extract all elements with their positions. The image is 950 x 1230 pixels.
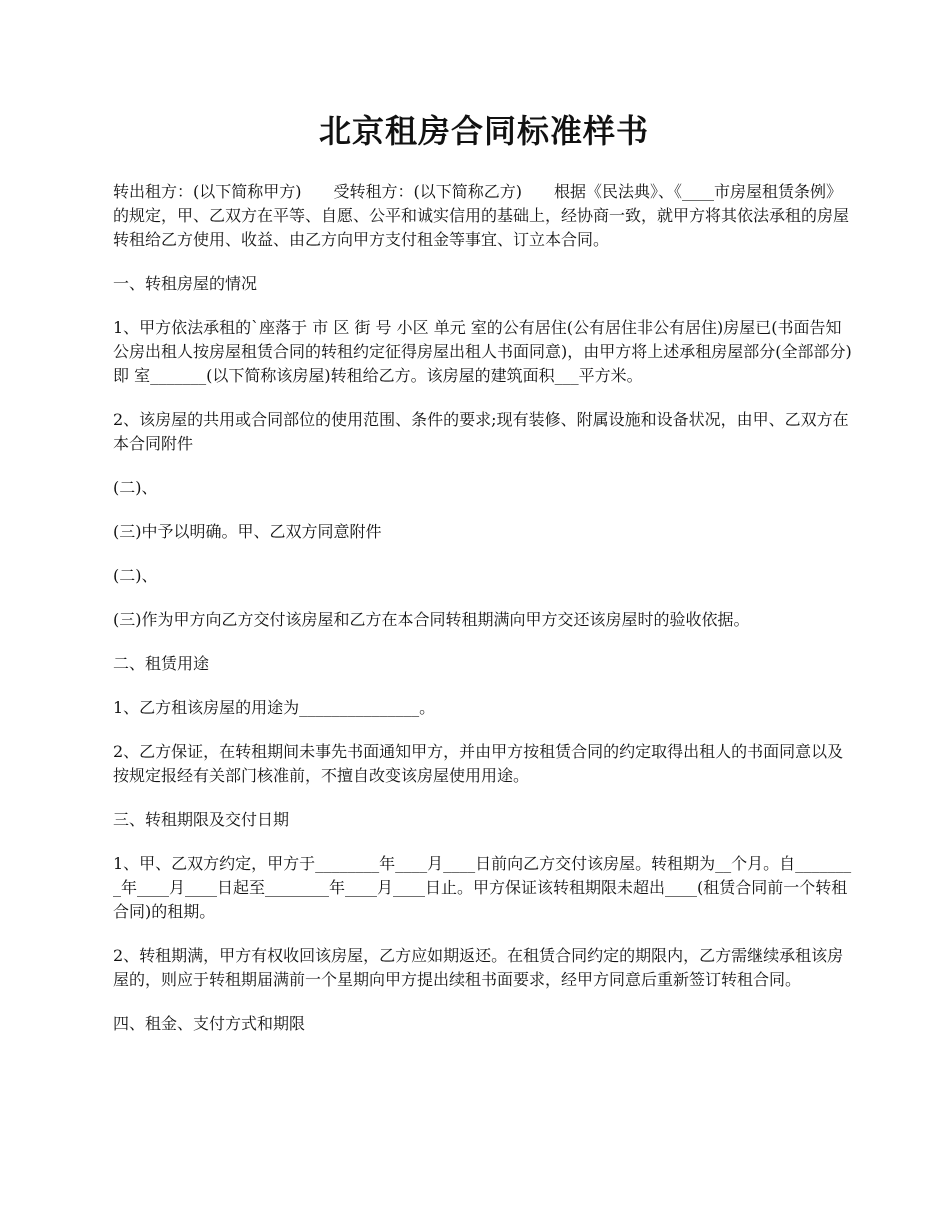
document-title: 北京租房合同标准样书 <box>318 112 649 150</box>
clause-1-2-item-3: (三)中予以明确。甲、乙双方同意附件 <box>113 522 382 542</box>
clause-2-2: 2、乙方保证，在转租期间未事先书面通知甲方，并由甲方按租赁合同的约定取得出租人的书面同意以及按规定报经有关部门核准前，不擅自改变该房屋使用用途。 <box>113 742 844 786</box>
clause-3-1: 1、甲、乙双方约定，甲方于________年____月____日前向乙方交付该房屋。转租期为__个月。自________年____月____日起至________年____月____日止。甲方保证该转租期限未超出____(租赁合同前一个转租合同)的租期。 <box>113 854 852 922</box>
clause-1-2-item-3b: (三)作为甲方向乙方交付该房屋和乙方在本合同转租期满向甲方交还该房屋时的验收依据。 <box>113 610 750 630</box>
section-heading-3: 三、转租期限及交付日期 <box>113 810 290 830</box>
section-heading-4: 四、租金、支付方式和期限 <box>113 1014 306 1034</box>
clause-2-1: 1、乙方租该房屋的用途为_______________。 <box>113 698 436 718</box>
preamble-paragraph: 转出租方：(以下简称甲方) 受转租方：(以下简称乙方) 根据《民法典》、《____市房屋租赁条例》的规定，甲、乙双方在平等、自愿、公平和诚实信用的基础上，经协商一致，就甲方将其依法承租的房屋转租给乙方使用、收益、由乙方向甲方支付租金等事宜、订立本合同。 <box>113 182 850 250</box>
clause-1-2: 2、该房屋的共用或合同部位的使用范围、条件的要求;现有装修、附属设施和设备状况，由甲、乙双方在本合同附件 <box>113 410 849 454</box>
clause-1-2-item-2b: (二)、 <box>113 566 158 586</box>
clause-1-1: 1、甲方依法承租的`座落于 市 区 街 号 小区 单元 室的公有居住(公有居住非公有居住)房屋已(书面告知公房出租人按房屋租赁合同的转租约定征得房屋出租人书面同意)，由甲方将上述承租房屋部分(全部部分)即 室_______(以下简称该房屋)转租给乙方。该房屋的建筑面积___平方米。 <box>113 318 852 386</box>
section-heading-2: 二、租赁用途 <box>113 654 210 674</box>
clause-1-2-item-2: (二)、 <box>113 478 158 498</box>
clause-3-2: 2、转租期满，甲方有权收回该房屋，乙方应如期返还。在租赁合同约定的期限内，乙方需继续承租该房屋的，则应于转租期届满前一个星期向甲方提出续租书面要求，经甲方同意后重新签订转租合同。 <box>113 946 844 990</box>
section-heading-1: 一、转租房屋的情况 <box>113 274 258 294</box>
